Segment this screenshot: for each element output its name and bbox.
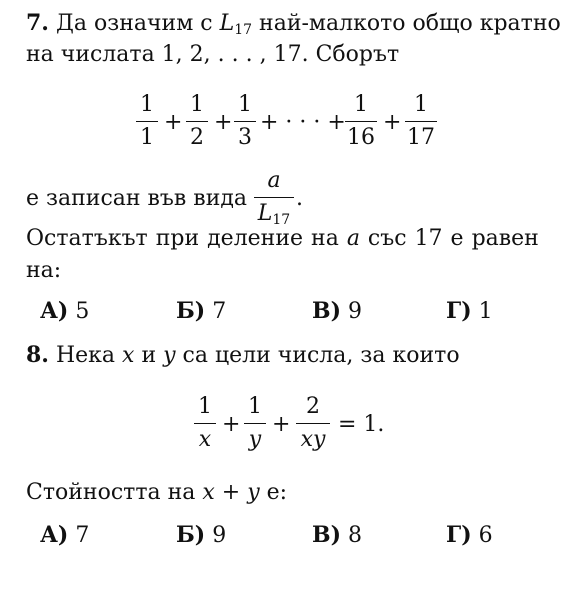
denominator: 16 bbox=[347, 125, 375, 150]
fraction bbox=[136, 92, 158, 151]
numerator: 1 bbox=[354, 92, 368, 117]
plus-sign: + bbox=[164, 110, 183, 135]
denominator: 17 bbox=[407, 125, 435, 150]
text: най-малкото общо кратно bbox=[252, 11, 561, 36]
text: и bbox=[134, 343, 164, 368]
answer-option-c[interactable] bbox=[312, 522, 362, 548]
answer-option-b[interactable] bbox=[176, 522, 226, 548]
denominator: 2 bbox=[190, 125, 204, 150]
answer-label: В) bbox=[312, 298, 342, 324]
variable-y: y bbox=[163, 343, 176, 368]
problem-number: 8. bbox=[26, 342, 49, 368]
answer-value: 8 bbox=[348, 523, 363, 548]
fraction bbox=[186, 92, 208, 151]
answer-value: 7 bbox=[75, 523, 90, 548]
fraction-bar bbox=[234, 121, 256, 122]
problem-7-line-3: е записан във вида bbox=[26, 186, 248, 211]
text: със 17 е равен bbox=[359, 226, 539, 251]
fraction bbox=[296, 394, 330, 453]
fraction bbox=[194, 394, 216, 453]
numerator: 1 bbox=[198, 394, 212, 419]
fraction-bar bbox=[244, 423, 266, 424]
answer-label: Б) bbox=[176, 298, 206, 324]
fraction-bar bbox=[345, 121, 377, 122]
text: е: bbox=[259, 480, 288, 505]
denominator: y bbox=[248, 427, 262, 452]
problem-7-line-5: на: bbox=[26, 258, 62, 283]
numerator: 1 bbox=[248, 394, 262, 419]
lcm-subscript: 17 bbox=[272, 212, 291, 228]
answer-option-d[interactable] bbox=[446, 298, 493, 324]
period: . bbox=[296, 186, 303, 211]
denominator: xy bbox=[300, 427, 326, 452]
lcm-symbol: L bbox=[219, 11, 235, 36]
denominator: 1 bbox=[140, 125, 154, 150]
fraction-bar bbox=[405, 121, 437, 122]
answer-value: 1 bbox=[478, 299, 493, 324]
answer-option-a[interactable] bbox=[40, 522, 89, 548]
numerator: 1 bbox=[140, 92, 154, 117]
denominator: 3 bbox=[238, 125, 252, 150]
text: Да означим с bbox=[48, 11, 220, 36]
answer-label: А) bbox=[40, 522, 69, 548]
answer-option-d[interactable] bbox=[446, 522, 493, 548]
answer-label: Г) bbox=[446, 298, 472, 324]
plus-sign: + bbox=[383, 110, 402, 135]
plus-sign: + bbox=[272, 412, 291, 437]
text: Остатъкът при деление на bbox=[26, 226, 347, 251]
numerator: a bbox=[267, 168, 281, 193]
numerator: 1 bbox=[414, 92, 428, 117]
fraction-bar bbox=[296, 423, 330, 424]
fraction bbox=[234, 92, 256, 151]
plus-sign: + bbox=[214, 110, 233, 135]
fraction-bar bbox=[254, 197, 294, 198]
fraction-bar bbox=[194, 423, 216, 424]
variable-x: x bbox=[122, 343, 135, 368]
answer-option-c[interactable] bbox=[312, 298, 362, 324]
answer-label: Г) bbox=[446, 522, 472, 548]
problem-7-line-1 bbox=[26, 10, 561, 36]
denominator: x bbox=[198, 427, 212, 452]
fraction bbox=[345, 92, 377, 151]
fraction bbox=[405, 92, 437, 151]
denominator bbox=[254, 201, 294, 227]
text: Стойността на bbox=[26, 480, 203, 505]
numerator: 1 bbox=[190, 92, 204, 117]
answer-label: В) bbox=[312, 522, 342, 548]
equals-one: = 1. bbox=[338, 412, 385, 437]
lcm-symbol: L bbox=[257, 201, 273, 226]
variable-a: a bbox=[346, 226, 360, 251]
answer-value: 5 bbox=[75, 299, 90, 324]
problem-7-line-4 bbox=[26, 226, 539, 251]
numerator: 2 bbox=[306, 394, 320, 419]
text: са цели числа, за които bbox=[175, 343, 460, 368]
fraction-bar bbox=[186, 121, 208, 122]
answer-value: 7 bbox=[212, 299, 227, 324]
result-fraction bbox=[254, 168, 294, 227]
fraction bbox=[244, 394, 266, 453]
answer-label: А) bbox=[40, 298, 69, 324]
problem-7-line-2: на числата 1, 2, . . . , 17. Сборът bbox=[26, 42, 400, 67]
problem-8-line-1 bbox=[26, 342, 460, 368]
answer-option-a[interactable] bbox=[40, 298, 89, 324]
answer-value: 9 bbox=[212, 523, 227, 548]
numerator: 1 bbox=[238, 92, 252, 117]
problem-number: 7. bbox=[26, 10, 49, 36]
answer-label: Б) bbox=[176, 522, 206, 548]
lcm-subscript: 17 bbox=[234, 22, 253, 38]
answer-value: 6 bbox=[478, 523, 493, 548]
problem-8-line-2 bbox=[26, 480, 287, 505]
fraction-bar bbox=[136, 121, 158, 122]
answer-value: 9 bbox=[348, 299, 363, 324]
plus-sign: + bbox=[222, 412, 241, 437]
answer-option-b[interactable] bbox=[176, 298, 226, 324]
expression-x-plus-y: x + y bbox=[202, 480, 260, 505]
text: Нека bbox=[48, 343, 123, 368]
ellipsis-plus: + · · · + bbox=[260, 110, 346, 135]
